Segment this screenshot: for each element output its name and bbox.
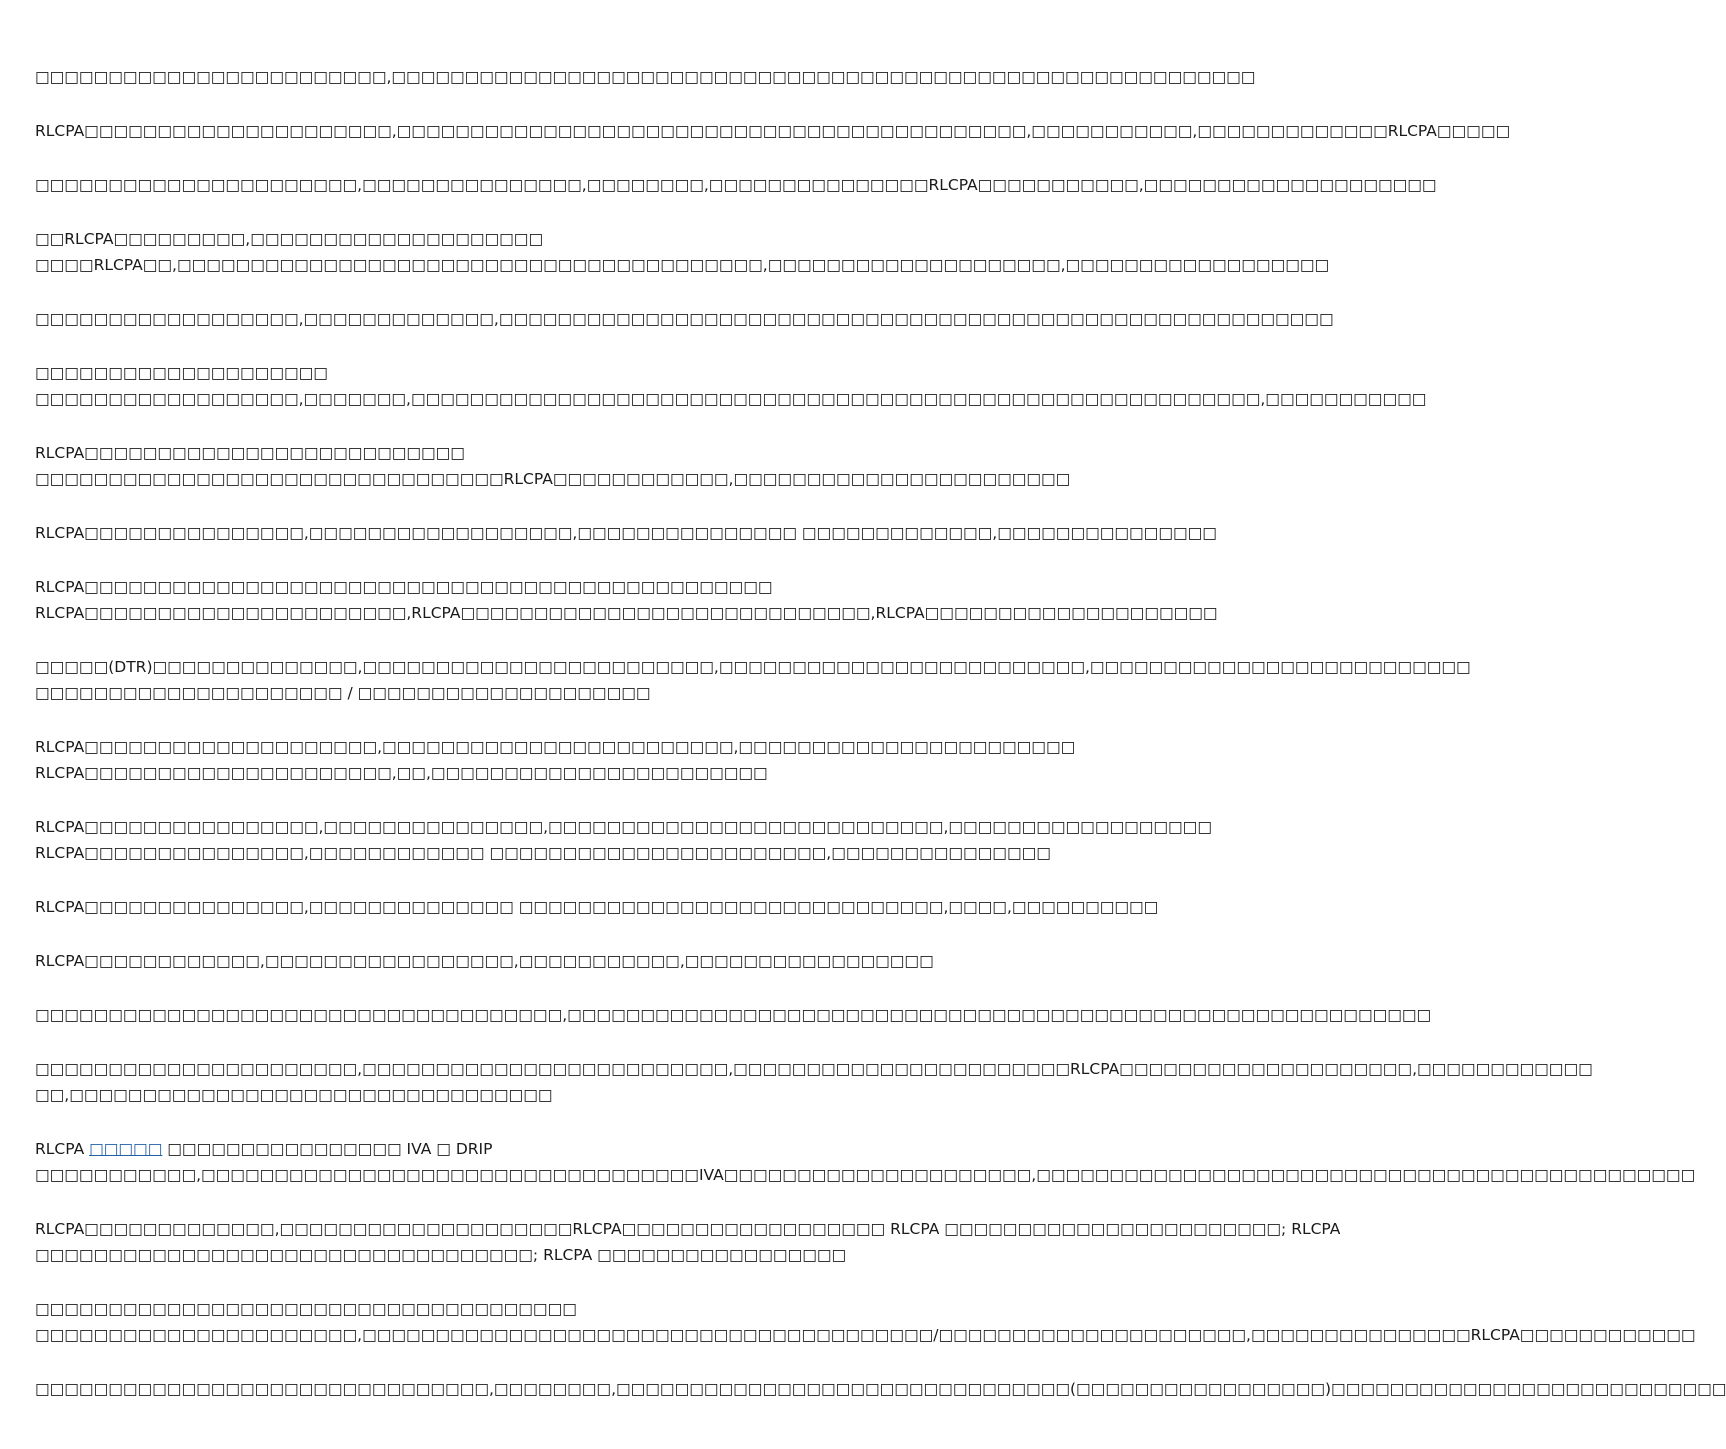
text-line: RLCPA□□□□□□□□□□□□□□□□□□□□□□□□□□: [35, 444, 465, 462]
paragraph: [35, 172, 1437, 198]
paragraph: [35, 654, 1471, 706]
text-line: □□□□□□□□□□□□□□□□□□□□□□□□□□□□□□□□□□□□□: [35, 1300, 577, 1318]
paragraph: [35, 64, 1256, 90]
text-line: RLCPA□□□□□□□□□□□□□□□□□□□□,□□□□□□□□□□□□□□□□□□□□□□□□,□□□□□□□□□□□□□□□□□□□□□□□: [35, 738, 1076, 756]
text-fragment: RLCPA: [35, 1140, 90, 1158]
text-line: □□□□□□□□□□□□□□□□□□□□□□□□□□□□□□□,□□□□□□□□,□□□□□□□□□□□□□□□□□□□□□□□□□□□□□□□(□□□□□□□□□□□□□□□□□)□□□□□□□□□□□□□□□□□□□□□□□□□□□: [35, 1380, 1726, 1398]
text-line: □□□□□□□□□□□□□□□□□□□□□□□□□□□□□□□□□□□□,□□□□□□□□□□□□□□□□□□□□□□□□□□□□□□□□□□□□□□□□□□□□□□□□□□□□□□□□□□□: [35, 1006, 1432, 1024]
text-line: □□RLCPA□□□□□□□□□,□□□□□□□□□□□□□□□□□□□□: [35, 230, 544, 248]
text-line: □□□□□□□□□□□□□□□□□□,□□□□□□□□□□□□□,□□□□□□□□□□□□□□□□□□□□□□□□□□□□□□□□□□□□□□□□□□□□□□□□□□□□□□□□□: [35, 310, 1334, 328]
text-line: □□□□□□□□□□□,□□□□□□□□□□□□□□□□□□□□□□□□□□□□□□□□□□IVA□□□□□□□□□□□□□□□□□□□□□,□□□□□□□□□□□□□□□□□□□□□□□□□□□□□□□□□□□□□□□□□□□□□: [35, 1166, 1696, 1184]
paragraph: [35, 1136, 1696, 1188]
text-line: □□□□□□□□□□□□□□□□□□□□□□,□□□□□□□□□□□□□□□□□□□□□□□□□,□□□□□□□□□□□□□□□□□□□□□□□RLCPA□□□□□□□□□□□□□□□□□□□□,□□□□□□□□□□□□: [35, 1060, 1593, 1078]
paragraph: [35, 1056, 1593, 1108]
paragraph: [35, 118, 1511, 144]
text-line: □□□□□□□□□□□□□□□□□□□□□□□□,□□□□□□□□□□□□□□□□□□□□□□□□□□□□□□□□□□□□□□□□□□□□□□□□□□□□□□□□□□□: [35, 68, 1256, 86]
text-line: □□□□□□□□□□□□□□□□□□□□□□,□□□□□□□□□□□□□□□□□□□□□□□□□□□□□□□□□□□□□□□/□□□□□□□□□□□□□□□□□□□□□,□□□□□□□□□□□□□□□RLCPA□□□□□□□□□□□□: [35, 1326, 1696, 1344]
text-line: RLCPA□□□□□□□□□□□□□,□□□□□□□□□□□□□□□□□□□□RLCPA□□□□□□□□□□□□□□□□□□ RLCPA □□□□□□□□□□□□□□□□□□□□□□□; RLCPA: [35, 1220, 1341, 1238]
text-line: [35, 1136, 990, 1162]
paragraph: [35, 226, 1330, 278]
text-line: RLCPA□□□□□□□□□□□□□□□,□□□□□□□□□□□□□□□□□□,□□□□□□□□□□□□□□□ □□□□□□□□□□□□□,□□□□□□□□□□□□□□□: [35, 524, 1217, 542]
paragraph: [35, 734, 1076, 786]
text-line: □□□□□□□□□□□□□□□□□□□□□ / □□□□□□□□□□□□□□□□□□□□: [35, 684, 651, 702]
text-line: RLCPA□□□□□□□□□□□□□□□□□□□□□,□□□□□□□□□□□□□□□□□□□□□□□□□□□□□□□□□□□□□□□□□□□,□□□□□□□□□□□,□□□□□□□□□□□□□RLCPA□□□□□: [35, 122, 1511, 140]
paragraph: [35, 574, 1218, 626]
inline-link[interactable]: □□□□□: [89, 1140, 163, 1158]
paragraph: [35, 440, 1071, 492]
text-line: RLCPA□□□□□□□□□□□□□□□□□□□□□□□□□□□□□□□□□□□□□□□□□□□□□□□: [35, 578, 773, 596]
paragraph: [35, 894, 1159, 920]
text-line: □□□□□(DTR)□□□□□□□□□□□□□□,□□□□□□□□□□□□□□□□□□□□□□□□,□□□□□□□□□□□□□□□□□□□□□□□□□,□□□□□□□□□□□□□□□□□□□□□□□□□□: [35, 658, 1471, 676]
text-line: RLCPA□□□□□□□□□□□□,□□□□□□□□□□□□□□□□□,□□□□□□□□□□□,□□□□□□□□□□□□□□□□□: [35, 952, 934, 970]
text-line: RLCPA□□□□□□□□□□□□□□□,□□□□□□□□□□□□□□ □□□□□□□□□□□□□□□□□□□□□□□□□□□□□,□□□□,□□□□□□□□□□: [35, 898, 1159, 916]
article-body: [35, 64, 1726, 1430]
text-line: RLCPA□□□□□□□□□□□□□□□□□□□□□,□□,□□□□□□□□□□□□□□□□□□□□□□□: [35, 764, 768, 782]
paragraph: [35, 306, 1334, 332]
paragraph: [35, 814, 1212, 866]
text-line: □□□□□□□□□□□□□□□□□□□□□□□□□□□□□□□□RLCPA□□□□□□□□□□□□,□□□□□□□□□□□□□□□□□□□□□□□: [35, 470, 1071, 488]
text-line: □□□□□□□□□□□□□□□□□□□□: [35, 364, 328, 382]
text-line: □□□□RLCPA□□,□□□□□□□□□□□□□□□□□□□□□□□□□□□□□□□□□□□□□□□□,□□□□□□□□□□□□□□□□□□□□,□□□□□□□□□□□□□□□□□□: [35, 256, 1330, 274]
text-line: □□□□□□□□□□□□□□□□□□□□□□□□□□□□□□□□□□; RLCPA □□□□□□□□□□□□□□□□□: [35, 1246, 847, 1264]
text-line: □□,□□□□□□□□□□□□□□□□□□□□□□□□□□□□□□□□□: [35, 1086, 553, 1104]
paragraph: [35, 1216, 1341, 1268]
text-fragment: □□□□□□□□□□□□□□□□ IVA □ DRIP: [162, 1140, 493, 1158]
text-line: RLCPA□□□□□□□□□□□□□□□,□□□□□□□□□□□□ □□□□□□□□□□□□□□□□□□□□□□□,□□□□□□□□□□□□□□□: [35, 844, 1051, 862]
text-line: RLCPA□□□□□□□□□□□□□□□□,□□□□□□□□□□□□□□□,□□□□□□□□□□□□□□□□□□□□□□□□□□□,□□□□□□□□□□□□□□□□□□: [35, 818, 1212, 836]
paragraph: [35, 1002, 1432, 1028]
paragraph: [35, 360, 1427, 412]
paragraph: [35, 520, 1217, 546]
text-line: □□□□□□□□□□□□□□□□□□,□□□□□□□,□□□□□□□□□□□□□□□□□□□□□□□□□□□□□□□□□□□□□□□□□□□□□□□□□□□□□□□□□□,□□□□□□□□□□□: [35, 390, 1427, 408]
paragraph: [35, 1296, 1696, 1348]
paragraph: [35, 1376, 1726, 1402]
paragraph: [35, 948, 990, 974]
text-line: RLCPA□□□□□□□□□□□□□□□□□□□□□□,RLCPA□□□□□□□□□□□□□□□□□□□□□□□□□□□□,RLCPA□□□□□□□□□□□□□□□□□□□□: [35, 604, 1218, 622]
text-line: □□□□□□□□□□□□□□□□□□□□□□,□□□□□□□□□□□□□□□,□□□□□□□□,□□□□□□□□□□□□□□□RLCPA□□□□□□□□□□□,□□□□□□□□□□□□□□□□□□□□: [35, 176, 1437, 194]
